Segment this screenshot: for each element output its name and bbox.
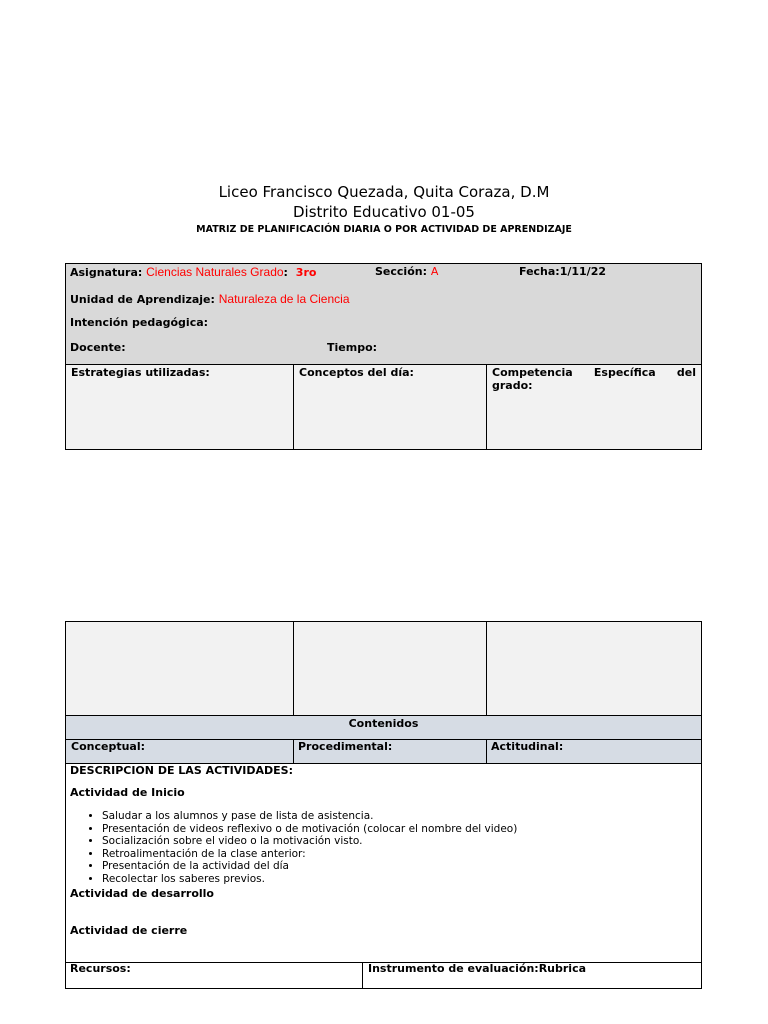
info-section (66, 264, 701, 365)
actividad-cierre-heading: Actividad de cierre (70, 924, 188, 937)
divider (293, 365, 294, 449)
grado-separator: : (283, 266, 288, 279)
tiempo-label: Tiempo: (327, 341, 378, 354)
inicio-list (84, 810, 517, 886)
list-item: • Socialización sobre el video o la motivación visto. (102, 835, 517, 848)
seccion-row (375, 265, 438, 278)
docente-label: Docente: (70, 341, 126, 354)
competencia-line1 (492, 366, 696, 379)
actividad-desarrollo-heading: Actividad de desarrollo (70, 887, 214, 900)
competencia-word-2: Específica (593, 366, 656, 379)
actividades-title: DESCRIPCION DE LAS ACTIVIDADES: (70, 764, 293, 777)
procedimental-label: Procedimental: (298, 740, 393, 753)
divider (362, 962, 363, 988)
competencia-cell (487, 365, 701, 449)
actitudinal-label: Actitudinal: (491, 740, 564, 753)
divider (293, 740, 294, 763)
district-name: Distrito Educativo 01-05 (293, 203, 475, 221)
divider (293, 622, 294, 715)
conceptos-cell (294, 365, 487, 449)
unidad-value: Naturaleza de la Ciencia (218, 292, 350, 306)
fecha: Fecha:1/11/22 (519, 265, 607, 278)
asignatura-row (70, 265, 316, 279)
planning-info-table (65, 263, 702, 450)
intencion-label: Intención pedagógica: (70, 316, 209, 329)
estrategias-cell (66, 365, 294, 449)
list-item: • Presentación de videos reflexivo o de motivación (colocar el nombre del video) (102, 823, 517, 836)
divider (486, 365, 487, 449)
competencia-word-3: del (676, 366, 696, 379)
competencia-word-1: Competencia (492, 366, 573, 379)
seccion-label: Sección: (375, 265, 427, 278)
divider (486, 740, 487, 763)
list-item: • Recolectar los saberes previos. (102, 873, 517, 886)
list-item: • Saludar a los alumnos y pase de lista de asistencia. (102, 810, 517, 823)
matrix-title: MATRIZ DE PLANIFICACIÓN DIARIA O POR ACTIVIDAD DE APRENDIZAJE (196, 224, 572, 235)
contenidos-title: Contenidos (348, 717, 419, 730)
seccion-value: A (430, 265, 439, 278)
instrumento-label: Instrumento de evaluación:Rubrica (368, 962, 587, 975)
list-item: • Presentación de la actividad del día (102, 860, 517, 873)
conceptos-label: Conceptos del día: (299, 366, 414, 379)
school-name: Liceo Francisco Quezada, Quita Coraza, D.M (218, 183, 550, 201)
estrategias-label: Estrategias utilizadas: (71, 366, 210, 379)
contenidos-header (66, 716, 701, 739)
actividad-inicio-heading: Actividad de Inicio (70, 786, 185, 799)
unidad-row (70, 292, 350, 306)
recursos-label: Recursos: (70, 962, 131, 975)
empty-cell-2 (294, 622, 487, 715)
list-item: • Retroalimentación de la clase anterior: (102, 848, 517, 861)
competencia-line2: grado: (492, 379, 533, 392)
grado-value: 3ro (295, 266, 317, 279)
unidad-label: Unidad de Aprendizaje: (70, 293, 215, 306)
divider (486, 622, 487, 715)
empty-cell-1 (66, 622, 294, 715)
empty-cell-3 (487, 622, 701, 715)
asignatura-label: Asignatura: (70, 266, 143, 279)
asignatura-value: Ciencias Naturales Grado (146, 265, 284, 279)
activities-table (65, 621, 702, 989)
conceptual-label: Conceptual: (71, 740, 145, 753)
